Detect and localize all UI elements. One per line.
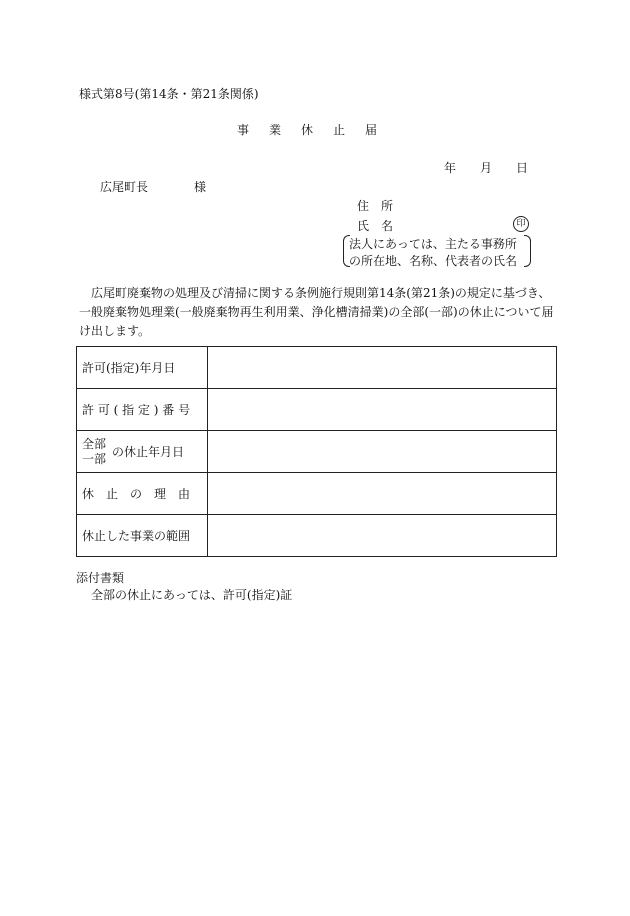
- recipient-name: 広尾町長: [100, 180, 149, 194]
- table-row: [77, 347, 557, 389]
- permit-date-label: 許可(指定)年月日: [77, 347, 208, 389]
- date-year-label: 年: [444, 161, 457, 175]
- suspension-form-table: [76, 346, 557, 557]
- name-label: 氏 名: [357, 219, 394, 233]
- business-scope-label: 休止した事業の範囲: [77, 515, 208, 557]
- corporation-note-line2: の所在地、名称、代表者の氏名: [349, 254, 518, 268]
- date-day-label: 日: [516, 161, 529, 175]
- table-row: [77, 473, 557, 515]
- seal-mark: 印: [513, 216, 529, 232]
- suspension-reason-label: 休 止 の 理 由: [77, 473, 208, 515]
- table-row: [77, 389, 557, 431]
- business-scope-field[interactable]: [208, 515, 557, 557]
- part-label: 一部: [82, 451, 107, 466]
- suspension-date-label: [77, 431, 208, 473]
- table-row: [77, 515, 557, 557]
- attachments-heading: 添付書類: [76, 571, 125, 585]
- date-month-label: 月: [480, 161, 493, 175]
- permit-date-field[interactable]: [208, 347, 557, 389]
- recipient-honorific: 様: [194, 180, 207, 194]
- corporation-note-line1: 法人にあっては、主たる事務所: [349, 237, 517, 251]
- corporation-note: [343, 233, 531, 267]
- table-row: [77, 431, 557, 473]
- suspension-date-suffix: の休止年月日: [112, 445, 185, 459]
- all-label: 全部: [82, 436, 107, 451]
- all-part-stack: [82, 437, 106, 467]
- permit-number-label: 許 可 ( 指 定 ) 番 号: [77, 389, 208, 431]
- document-title: 事業休止届: [237, 123, 398, 137]
- address-label: 住 所: [357, 199, 394, 213]
- suspension-reason-field[interactable]: [208, 473, 557, 515]
- date-line: [444, 159, 528, 176]
- attachment-item: 全部の休止にあっては、許可(指定)証: [91, 588, 293, 602]
- body-paragraph: 広尾町廃棄物の処理及び清掃に関する条例施行規則第14条(第21条)の規定に基づき、一般廃棄物処理業(一般廃棄物再生利用業、浄化槽清掃業)の全部(一部)の休止について届け出します。: [79, 286, 554, 338]
- form-number: 様式第8号(第14条・第21条関係): [79, 87, 259, 101]
- right-bracket: [524, 235, 531, 267]
- recipient-line: [100, 178, 206, 195]
- suspension-date-field[interactable]: [208, 431, 557, 473]
- permit-number-field[interactable]: [208, 389, 557, 431]
